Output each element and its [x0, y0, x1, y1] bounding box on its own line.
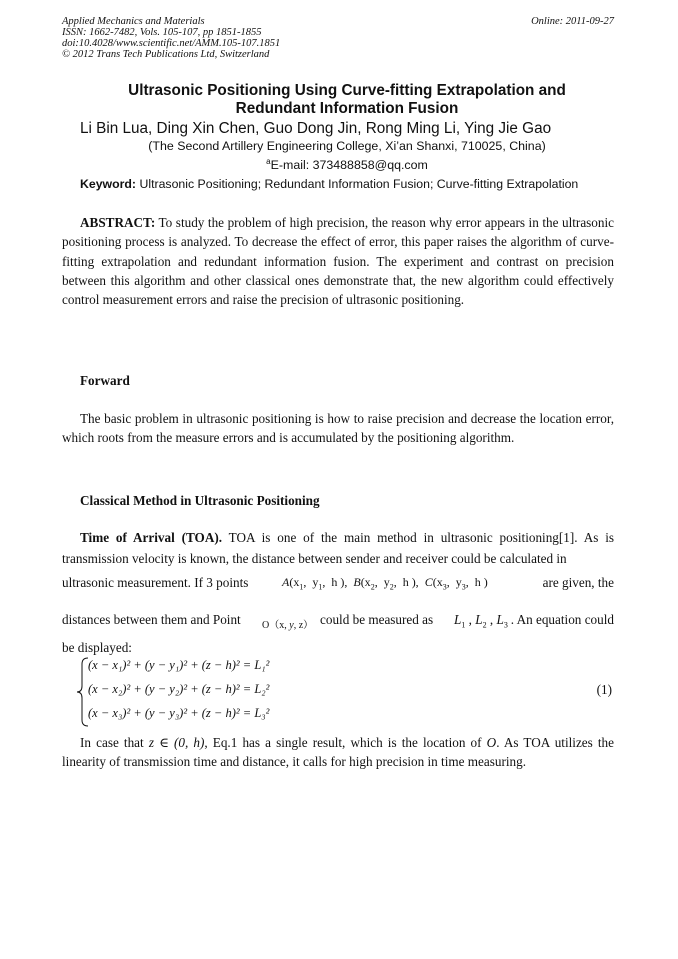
distances-mid: could be measured as	[320, 612, 434, 627]
after-o-symbol: O	[486, 735, 497, 750]
abstract-label: ABSTRACT:	[80, 215, 156, 230]
equation-number: (1)	[596, 682, 612, 697]
points-line-suffix: are given, the	[542, 575, 614, 590]
forward-paragraph: The basic problem in ultrasonic positioning is how to raise precision and decrease the location error, which roots from the measure errors and is accumulated by the positioning algorithm.	[62, 411, 614, 446]
equation-row-2: (x − x₂)² + (y − y₂)² + (z − h)² = L₂²	[88, 682, 270, 696]
distances-suffix: . An equation could	[510, 612, 614, 627]
equation-system	[62, 656, 614, 728]
points-line-prefix: ultrasonic measurement. If 3 points	[62, 575, 249, 590]
equation-row-1: (x − x₁)² + (y − y₁)² + (z − h)² = L₁²	[88, 658, 270, 672]
online-date: Online: 2011-09-27	[531, 16, 614, 27]
keyword-label: Keyword:	[80, 177, 137, 191]
points-line	[62, 575, 614, 595]
affiliation: (The Second Artillery Engineering College, Xi’an Shanxi, 710025, China)	[148, 139, 546, 153]
after-equation-paragraph	[62, 733, 614, 772]
paper-title-line1: Ultrasonic Positioning Using Curve-fitting Extrapolation and	[128, 82, 566, 99]
journal-name: Applied Mechanics and Materials	[62, 16, 205, 27]
point-o-formula: O（x, y, z）	[262, 620, 314, 631]
after-prefix: In case that	[80, 735, 144, 750]
toa-text: TOA is one of the main method in ultrasonic positioning[1]. As is transmission velocity is known, the distance between sender and receiver could be calculated in	[62, 530, 614, 566]
doi-line[interactable]: doi:10.4028/www.scientific.net/AMM.105-107.1851	[62, 38, 281, 49]
author-list: Li Bin Lua, Ding Xin Chen, Guo Dong Jin, Rong Ming Li, Ying Jie Gao	[80, 120, 552, 137]
abstract-text: To study the problem of high precision, the reason why error appears in the ultrasonic positioning process is analyzed. To decrease the effect of error, this paper raises the algorithm of curve-fitting extrapolation and redundant information fusion. The experiment and contrast on precision between this algorithm and other classical ones demonstrate that, the new algorithm could effectively control measurement errors and raise the precision of ultrasonic positioning.	[62, 215, 615, 308]
toa-label: Time of Arrival (TOA).	[80, 530, 223, 545]
abstract-paragraph	[62, 213, 614, 309]
distances-formula: $L_1$ , $L_2$ , $L_3$	[454, 612, 508, 630]
section-heading-classical: Classical Method in Ultrasonic Positioning	[80, 493, 320, 508]
display-line: be displayed:	[62, 640, 132, 655]
paper-title-line2: Redundant Information Fusion	[235, 100, 459, 117]
after-condition: z ∈ (0, h)	[148, 735, 205, 750]
equation-row-3: (x − x₃)² + (y − y₃)² + (z − h)² = L₃²	[88, 706, 270, 720]
points-formula: $A(x_1$, $y_1$, h ), $B(x_2$, $y_2$, h ), $C(x_3$, $y_3$, h )	[282, 575, 488, 592]
distances-line	[62, 612, 614, 632]
issn-line: ISSN: 1662-7482, Vols. 105-107, pp 1851-1855	[62, 27, 262, 38]
after-text-2: . As TOA utilizes the linearity of transmission time and distance, it calls for high precision in time measuring.	[62, 735, 615, 770]
email-line	[60, 157, 634, 172]
section-heading-forward: Forward	[80, 373, 130, 388]
toa-paragraph	[62, 528, 614, 569]
keyword-text: Ultrasonic Positioning; Redundant Information Fusion; Curve-fitting Extrapolation	[139, 177, 579, 191]
copyright-line: © 2012 Trans Tech Publications Ltd, Switzerland	[62, 49, 270, 60]
keywords	[80, 177, 578, 191]
email-text[interactable]: E-mail: 373488858@qq.com	[270, 158, 428, 173]
after-text: , Eq.1 has a single result, which is the location of	[204, 735, 482, 750]
journal-header	[62, 16, 280, 60]
email-superscript: a	[266, 157, 271, 166]
distances-prefix: distances between them and Point	[62, 612, 241, 627]
